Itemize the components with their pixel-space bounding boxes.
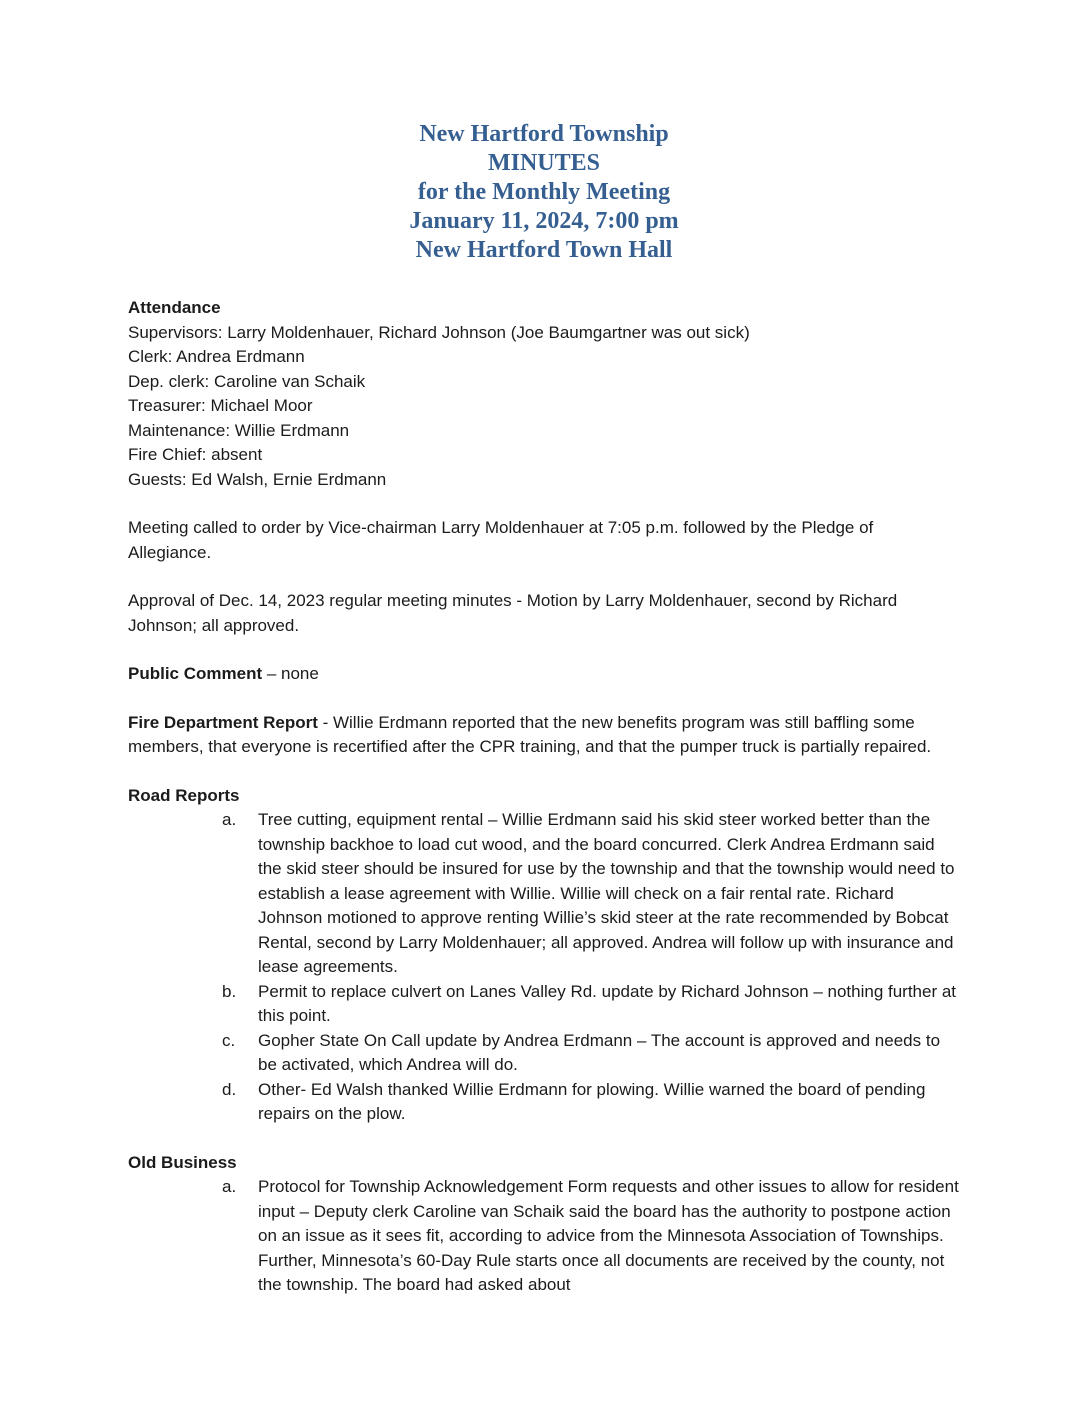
public-comment-section: [128, 662, 960, 687]
list-item-text: Tree cutting, equipment rental – Willie Erdmann said his skid steer worked better than the township backhoe to load cut wood, and the board concurred. Clerk Andrea Erdmann said the skid steer should be insured for use by the township and that the township would need to establish a lease agreement with Willie. Willie will check on a fair rental rate. Richard Johnson motioned to approve renting Willie’s skid steer at the rate recommended by Bobcat Rental, second by Larry Moldenhauer; all approved. Andrea will follow up with insurance and lease agreements.: [258, 810, 955, 976]
attendance-line-fire-chief: Fire Chief: absent: [128, 445, 263, 464]
document-title: [128, 120, 960, 265]
list-item-marker: a.: [222, 810, 237, 829]
list-item-marker: c.: [222, 1030, 236, 1050]
attendance-line-guests: Guests: Ed Walsh, Ernie Erdmann: [128, 469, 387, 489]
attendance-line-dep-clerk: Dep. clerk: Caroline van Schaik: [128, 371, 366, 391]
fire-report-heading: Fire Department Report: [128, 712, 318, 732]
attendance-line-clerk: Clerk: Andrea Erdmann: [128, 347, 305, 366]
title-line-date: January 11, 2024, 7:00 pm: [409, 208, 679, 234]
title-line-location: New Hartford Town Hall: [415, 237, 673, 263]
list-item: [128, 980, 960, 1029]
list-item: [128, 808, 960, 980]
attendance-section: [128, 296, 960, 492]
list-item-marker: a.: [222, 1177, 237, 1196]
title-line-org: New Hartford Township: [419, 121, 669, 147]
list-item-text: Gopher State On Call update by Andrea Erdmann – The account is approved and needs to be activated, which Andrea will do.: [258, 1030, 941, 1074]
road-reports-section: [128, 784, 960, 1127]
paragraph-approval: Approval of Dec. 14, 2023 regular meeting minutes - Motion by Larry Moldenhauer, second by Richard Johnson; all approved.: [128, 591, 898, 635]
paragraph-called-to-order: Meeting called to order by Vice-chairman Larry Moldenhauer at 7:05 p.m. followed by the Pledge of Allegiance.: [128, 518, 874, 562]
old-business-heading: Old Business: [128, 1152, 237, 1172]
title-line-minutes: MINUTES: [487, 150, 601, 176]
list-item-text: Permit to replace culvert on Lanes Valley Rd. update by Richard Johnson – nothing further at this point.: [258, 981, 957, 1025]
fire-report-text: - Willie Erdmann reported that the new benefits program was still baffling some members, that everyone is recertified after the CPR training, and that the pumper truck is partially repaired.: [128, 712, 932, 756]
list-item-marker: b.: [222, 981, 237, 1001]
public-comment-heading: Public Comment: [128, 664, 263, 683]
list-item-marker: d.: [222, 1079, 237, 1099]
road-reports-heading: Road Reports: [128, 785, 240, 805]
list-item-text: Other- Ed Walsh thanked Willie Erdmann for plowing. Willie warned the board of pending repairs on the plow.: [258, 1079, 926, 1123]
attendance-line-supervisors: Supervisors: Larry Moldenhauer, Richard Johnson (Joe Baumgartner was out sick): [128, 322, 750, 342]
list-item: [128, 1078, 960, 1127]
road-reports-list: [128, 808, 960, 1127]
title-line-meeting: for the Monthly Meeting: [417, 179, 671, 205]
list-item: [128, 1029, 960, 1078]
attendance-line-treasurer: Treasurer: Michael Moor: [128, 396, 313, 415]
attendance-line-maintenance: Maintenance: Willie Erdmann: [128, 420, 350, 440]
public-comment-text: – none: [262, 664, 319, 683]
old-business-section: [128, 1151, 960, 1298]
list-item: [128, 1175, 960, 1298]
old-business-list: [128, 1175, 960, 1298]
fire-report-section: [128, 711, 960, 760]
list-item-text: Protocol for Township Acknowledgement Form requests and other issues to allow for resident input – Deputy clerk Caroline van Schaik said the board has the authority to postpone action on an issue as it sees fit, according to advice from the Minnesota Association of Townships. Further, Minnesota’s 60-Day Rule starts once all documents are received by the county, not the township. The board had asked about: [258, 1177, 959, 1294]
attendance-heading: Attendance: [128, 298, 221, 317]
